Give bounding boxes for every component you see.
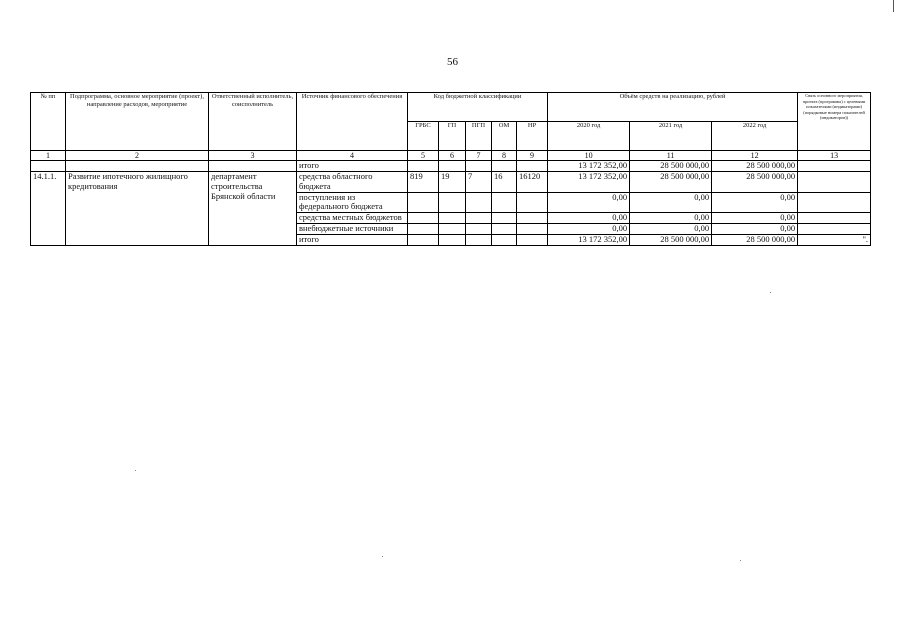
amount-2021: 0,00 (630, 224, 712, 235)
code-pgp (466, 213, 492, 224)
link-cell (798, 172, 871, 193)
source-cell: итого (297, 161, 408, 172)
amount-2022: 28 500 000,00 (712, 161, 798, 172)
code-pgp (466, 224, 492, 235)
code-nr: 16120 (517, 172, 548, 193)
budget-table (30, 92, 871, 246)
source-cell: средства областного бюджета (297, 172, 408, 193)
code-grbs (408, 192, 439, 213)
link-cell (798, 192, 871, 213)
scan-speck (382, 556, 383, 557)
source-cell: средства местных бюджетов (297, 213, 408, 224)
column-number: 13 (798, 151, 871, 161)
column-number: 12 (712, 151, 798, 161)
table-row (31, 172, 871, 193)
code-grbs: 819 (408, 172, 439, 193)
code-gp (439, 235, 466, 246)
column-number: 7 (466, 151, 492, 161)
amount-2021: 28 500 000,00 (630, 172, 712, 193)
amount-2022: 0,00 (712, 213, 798, 224)
amount-2021: 0,00 (630, 213, 712, 224)
header-program: Подпрограмма, основное мероприятие (проект), направление расходов, мероприятие (66, 93, 209, 151)
header-grbs: ГРБС (408, 122, 439, 151)
scan-speck (740, 560, 741, 561)
source-cell: внебюджетные источники (297, 224, 408, 235)
header-source: Источник финансового обеспечения (297, 93, 408, 151)
amount-2020: 13 172 352,00 (548, 172, 630, 193)
amount-2020: 0,00 (548, 192, 630, 213)
header-budget-code: Код бюджетной классификации (408, 93, 548, 122)
header-link: Связь основного мероприятия, проекта (программы) с целевыми показателями (индикаторами) (порядковые номера показателей (индикаторов)) (798, 93, 871, 151)
code-grbs (408, 224, 439, 235)
code-pgp (466, 235, 492, 246)
amount-2020: 13 172 352,00 (548, 235, 630, 246)
column-number: 10 (548, 151, 630, 161)
table-row (31, 161, 871, 172)
code-om (492, 235, 517, 246)
column-number: 5 (408, 151, 439, 161)
code-om (492, 213, 517, 224)
link-cell (798, 224, 871, 235)
amount-2020: 0,00 (548, 213, 630, 224)
header-pgp: ПГП (466, 122, 492, 151)
header-2020: 2020 год (548, 122, 630, 151)
column-number: 6 (439, 151, 466, 161)
column-number: 11 (630, 151, 712, 161)
header-executor: Ответственный исполнитель, соисполнитель (209, 93, 297, 151)
amount-2021: 28 500 000,00 (630, 161, 712, 172)
header-2022: 2022 год (712, 122, 798, 151)
column-number: 4 (297, 151, 408, 161)
amount-2020: 13 172 352,00 (548, 161, 630, 172)
header-om: ОМ (492, 122, 517, 151)
code-grbs (408, 235, 439, 246)
item-number: 14.1.1. (31, 172, 66, 246)
code-om (492, 224, 517, 235)
amount-2022: 0,00 (712, 224, 798, 235)
header-number: № пп (31, 93, 66, 151)
item-name: Развитие ипотечного жилищного кредитования (66, 172, 209, 246)
amount-2021: 28 500 000,00 (630, 235, 712, 246)
code-pgp (466, 192, 492, 213)
code-gp (439, 213, 466, 224)
column-number: 8 (492, 151, 517, 161)
amount-2022: 28 500 000,00 (712, 235, 798, 246)
header-2021: 2021 год (630, 122, 712, 151)
code-gp (439, 224, 466, 235)
code-nr (517, 224, 548, 235)
code-om: 16 (492, 172, 517, 193)
code-gp: 19 (439, 172, 466, 193)
scan-speck (135, 470, 136, 471)
link-cell (798, 213, 871, 224)
code-nr (517, 235, 548, 246)
item-executor: департамент строительства Брянской области (209, 172, 297, 246)
source-cell: итого (297, 235, 408, 246)
amount-2022: 28 500 000,00 (712, 172, 798, 193)
code-om (492, 192, 517, 213)
column-number: 1 (31, 151, 66, 161)
header-nr: НР (517, 122, 548, 151)
link-cell: ". (798, 235, 871, 246)
source-cell: поступления из федерального бюджета (297, 192, 408, 213)
column-number-row (31, 151, 871, 161)
scan-speck (770, 292, 771, 293)
amount-2022: 0,00 (712, 192, 798, 213)
column-number: 9 (517, 151, 548, 161)
code-pgp: 7 (466, 172, 492, 193)
header-gp: ГП (439, 122, 466, 151)
code-grbs (408, 213, 439, 224)
amount-2021: 0,00 (630, 192, 712, 213)
header-volume: Объём средств на реализацию, рублей (548, 93, 798, 122)
code-nr (517, 213, 548, 224)
page-number: 56 (447, 56, 458, 68)
scan-edge-mark (893, 0, 894, 12)
amount-2020: 0,00 (548, 224, 630, 235)
code-gp (439, 192, 466, 213)
column-number: 2 (66, 151, 209, 161)
code-nr (517, 192, 548, 213)
column-number: 3 (209, 151, 297, 161)
